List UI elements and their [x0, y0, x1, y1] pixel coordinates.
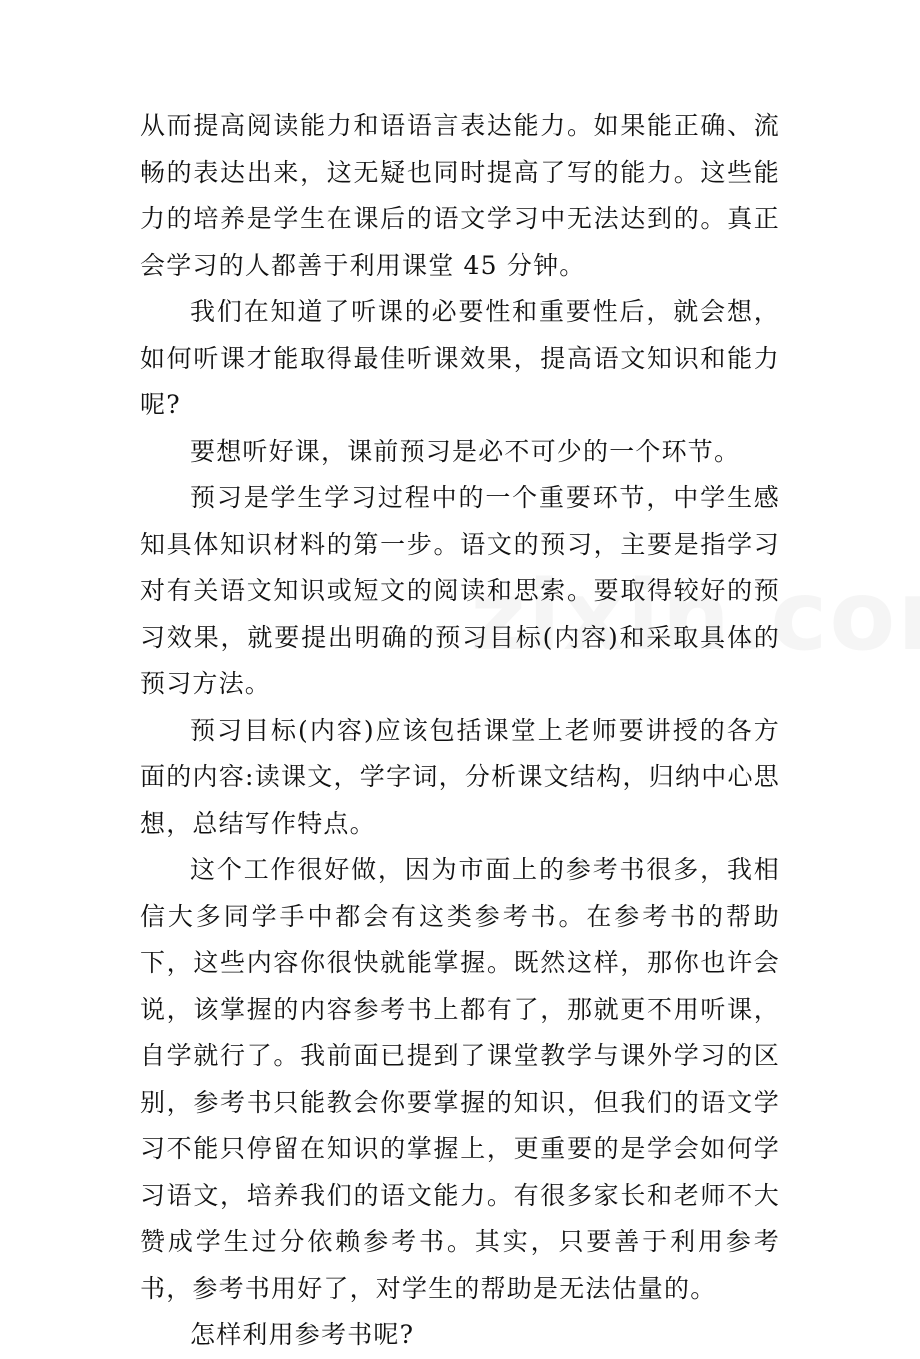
paragraph-3: 要想听好课，课前预习是必不可少的一个环节。	[190, 436, 741, 466]
paragraph-2: 我们在知道了听课的必要性和重要性后，就会想，如何听课才能取得最佳听课效果，提高语文知识和能力呢?	[140, 297, 780, 419]
paragraph-5: 预习目标(内容)应该包括课堂上老师要讲授的各方面的内容:读课文，学字词，分析课文结构，归纳中心思想，总结写作特点。	[140, 715, 780, 838]
paragraph-1: 从而提高阅读能力和语语言表达能力。如果能正确、流畅的表达出来，这无疑也同时提高了写的能力。这些能力的培养是学生在课后的语文学习中无法达到的。真正会学习的人都善于利用课堂 45 分钟。	[140, 111, 780, 280]
paragraph-6: 这个工作很好做，因为市面上的参考书很多，我相信大多同学手中都会有这类参考书。在参考书的帮助下，这些内容你很快就能掌握。既然这样，那你也许会说，该掌握的内容参考书上都有了，那就更不用听课，自学就行了。我前面已提到了课堂教学与课外学习的区别，参考书只能教会你要掌握的知识，但我们的语文学习不能只停留在知识的掌握上，更重要的是学会如何学习语文，培养我们的语文能力。有很多家长和老师不大赞成学生过分依赖参考书。其实，只要善于利用参考书，参考书用好了，对学生的帮助是无法估量的。	[140, 855, 780, 1303]
document-body	[140, 103, 780, 1359]
paragraph-7: 怎样利用参考书呢?	[190, 1320, 415, 1349]
paragraph-4: 预习是学生学习过程中的一个重要环节，中学生感知具体知识材料的第一步。语文的预习，主要是指学习对有关语文知识或短文的阅读和思索。要取得较好的预习效果，就要提出明确的预习目标(内容)和采取具体的预习方法。	[140, 483, 780, 698]
